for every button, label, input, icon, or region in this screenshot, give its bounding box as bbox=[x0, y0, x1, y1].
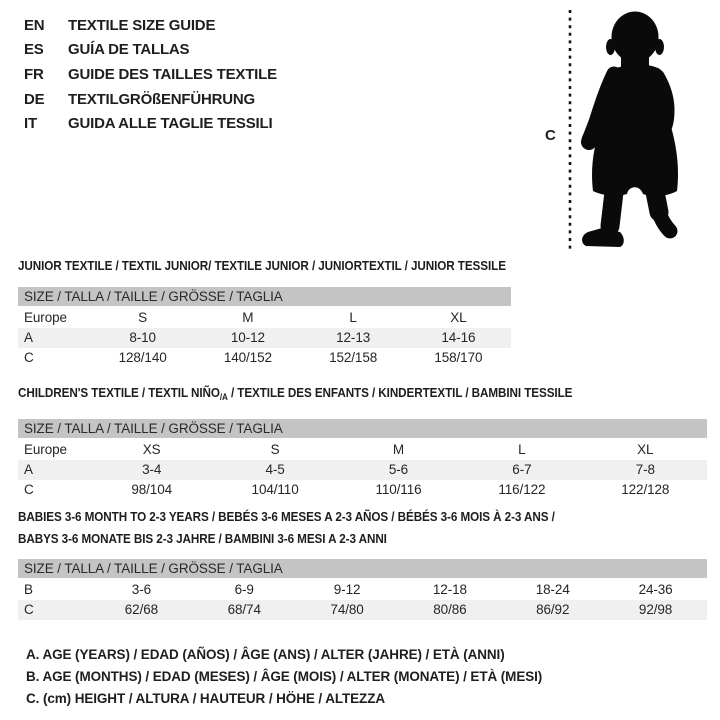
size-cell: 10-12 bbox=[230, 330, 265, 345]
size-header-bar: SIZE / TALLA / TAILLE / GRÖSSE / TAGLIA bbox=[18, 287, 511, 306]
toddler-silhouette bbox=[540, 8, 700, 253]
note-b: B. AGE (MONTHS) / EDAD (MESES) / ÂGE (MOIS) / ALTER (MONATE) / ETÀ (MESI) bbox=[26, 669, 543, 684]
language-code: ES bbox=[24, 41, 44, 59]
language-title: TEXTILGRÖßENFÜHRUNG bbox=[68, 90, 256, 108]
size-cell: M bbox=[392, 442, 405, 457]
size-cell: 80/86 bbox=[433, 602, 467, 617]
size-cell: 122/128 bbox=[621, 482, 670, 497]
row-label: A bbox=[24, 462, 33, 477]
table-row bbox=[18, 600, 707, 620]
size-cell: 14-16 bbox=[441, 330, 476, 345]
size-cell: XL bbox=[637, 442, 654, 457]
size-cell: 98/104 bbox=[131, 482, 173, 497]
size-cell: 18-24 bbox=[535, 582, 570, 597]
size-cell: 128/140 bbox=[118, 350, 167, 365]
children-title-sub: /A bbox=[219, 392, 228, 402]
children-table-rows bbox=[18, 440, 707, 500]
size-cell: 116/122 bbox=[498, 482, 546, 497]
language-title-list bbox=[24, 13, 277, 136]
babies-title-line1: BABIES 3-6 MONTH TO 2-3 YEARS / BEBÉS 3-6 MESES A 2-3 AÑOS / BÉBÉS 3-6 MOIS À 2-3 ANS / bbox=[18, 509, 555, 524]
size-cell: 12-18 bbox=[432, 582, 467, 597]
size-cell: 104/110 bbox=[251, 482, 299, 497]
junior-table-rows bbox=[18, 308, 511, 368]
language-row bbox=[24, 62, 277, 87]
children-table-section bbox=[18, 384, 707, 500]
table-row bbox=[18, 308, 511, 328]
size-cell: XS bbox=[142, 442, 161, 457]
size-cell: L bbox=[518, 442, 526, 457]
size-cell: 110/116 bbox=[375, 482, 422, 497]
size-cell: 152/158 bbox=[329, 350, 378, 365]
children-title-pre: CHILDREN'S TEXTILE / TEXTIL NIÑO bbox=[18, 385, 220, 400]
size-cell: 5-6 bbox=[388, 462, 409, 477]
babies-table-section bbox=[18, 506, 707, 620]
language-code: FR bbox=[24, 65, 44, 83]
size-cell: M bbox=[242, 310, 254, 325]
table-row bbox=[18, 580, 707, 600]
size-header-bar: SIZE / TALLA / TAILLE / GRÖSSE / TAGLIA bbox=[18, 419, 707, 438]
size-cell: 92/98 bbox=[638, 602, 673, 617]
row-label: C bbox=[24, 482, 34, 497]
children-table-title bbox=[18, 384, 638, 406]
size-cell: 9-12 bbox=[333, 582, 361, 597]
language-title: GUÍA DE TALLAS bbox=[68, 41, 190, 59]
language-row bbox=[24, 111, 277, 136]
language-title: GUIDE DES TAILLES TEXTILE bbox=[68, 65, 277, 83]
language-code: EN bbox=[24, 16, 45, 34]
language-row bbox=[24, 13, 277, 38]
language-code: DE bbox=[24, 90, 45, 108]
size-header-bar: SIZE / TALLA / TAILLE / GRÖSSE / TAGLIA bbox=[18, 559, 707, 578]
note-c: C. (cm) HEIGHT / ALTURA / HAUTEUR / HÖHE / ALTEZZA bbox=[26, 691, 385, 706]
junior-table-title: JUNIOR TEXTILE / TEXTIL JUNIOR/ TEXTILE JUNIOR / JUNIORTEXTIL / JUNIOR TESSILE bbox=[18, 258, 506, 273]
table-row bbox=[18, 348, 511, 368]
language-row bbox=[24, 38, 277, 63]
row-label: C bbox=[24, 602, 34, 617]
row-label: A bbox=[24, 330, 33, 345]
babies-title-line2: BABYS 3-6 MONATE BIS 2-3 JAHRE / BAMBINI 3-6 MESI A 2-3 ANNI bbox=[18, 531, 387, 546]
row-label: Europe bbox=[24, 310, 67, 325]
size-cell: 4-5 bbox=[265, 462, 285, 477]
size-cell: S bbox=[138, 310, 148, 325]
table-row bbox=[18, 460, 707, 480]
size-cell: 3-6 bbox=[131, 582, 152, 597]
size-cell: 12-13 bbox=[336, 330, 371, 345]
size-cell: 6-7 bbox=[512, 462, 532, 477]
table-row bbox=[18, 328, 511, 348]
size-cell: 7-8 bbox=[635, 462, 655, 477]
size-cell: 74/80 bbox=[330, 602, 364, 617]
table-row bbox=[18, 440, 707, 460]
legend-notes bbox=[26, 644, 542, 710]
row-label: B bbox=[24, 582, 33, 597]
size-cell: 158/170 bbox=[434, 350, 483, 365]
size-cell: 62/68 bbox=[124, 602, 159, 617]
language-title: TEXTILE SIZE GUIDE bbox=[68, 16, 216, 34]
note-a: A. AGE (YEARS) / EDAD (AÑOS) / ÂGE (ANS) / ALTER (JAHRE) / ETÀ (ANNI) bbox=[26, 647, 505, 662]
row-label: Europe bbox=[24, 442, 67, 457]
figure-block bbox=[540, 8, 700, 253]
language-row bbox=[24, 87, 277, 112]
children-title-post: / TEXTILE DES ENFANTS / KINDERTEXTIL / BAMBINI TESSILE bbox=[227, 385, 573, 400]
size-cell: XL bbox=[450, 310, 467, 325]
language-code: IT bbox=[24, 115, 37, 133]
toddler-silhouette-shape bbox=[581, 12, 678, 248]
height-measure-label: C bbox=[545, 127, 556, 144]
size-cell: 24-36 bbox=[638, 582, 673, 597]
row-label: C bbox=[24, 350, 34, 365]
size-cell: 68/74 bbox=[227, 602, 261, 617]
size-cell: L bbox=[349, 310, 357, 325]
babies-table-title bbox=[18, 506, 638, 550]
size-cell: 6-9 bbox=[234, 582, 254, 597]
language-title: GUIDA ALLE TAGLIE TESSILI bbox=[68, 115, 273, 133]
babies-table-rows bbox=[18, 580, 707, 620]
size-cell: 86/92 bbox=[536, 602, 570, 617]
table-row bbox=[18, 480, 707, 500]
size-cell: 3-4 bbox=[142, 462, 162, 477]
size-cell: 140/152 bbox=[223, 350, 272, 365]
size-cell: 8-10 bbox=[129, 330, 156, 345]
size-cell: S bbox=[270, 442, 280, 457]
junior-table-section bbox=[18, 257, 511, 368]
